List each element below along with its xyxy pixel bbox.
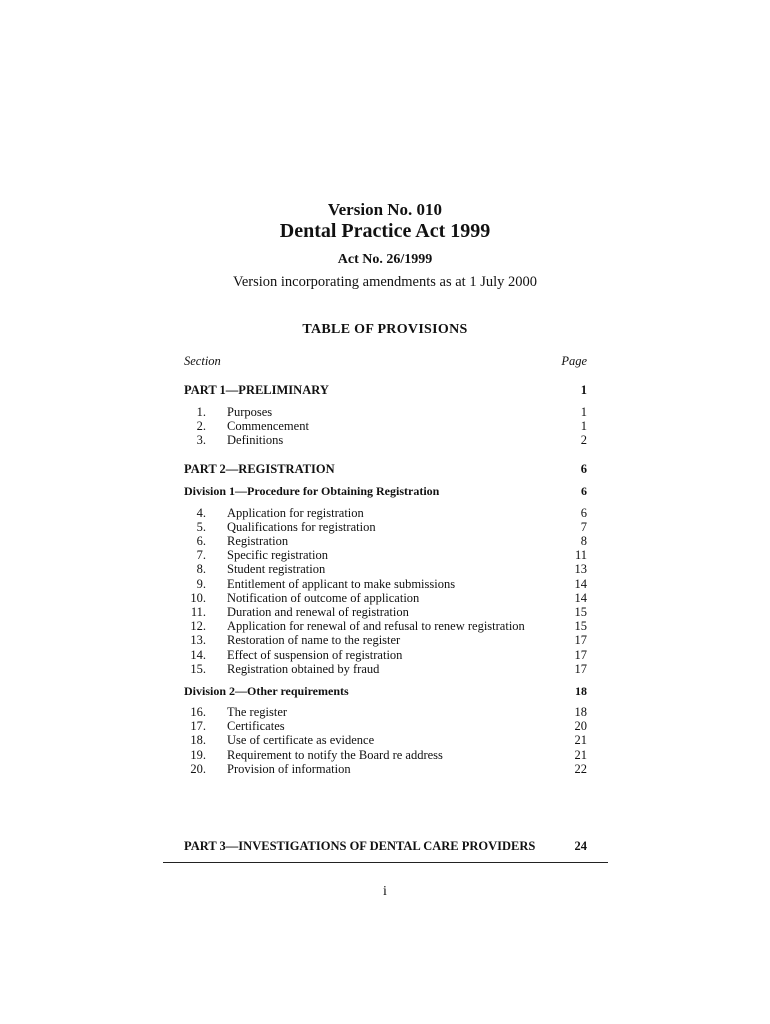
toc-entry[interactable] <box>184 748 587 762</box>
section-number: 18. <box>190 733 206 747</box>
section-number: 11. <box>190 605 206 619</box>
part-page: 6 <box>580 462 587 476</box>
section-title: Provision of information <box>227 762 351 776</box>
division-heading[interactable] <box>184 484 587 498</box>
part-label: PART 2—REGISTRATION <box>184 462 335 476</box>
section-title: Definitions <box>227 433 284 447</box>
section-number: 19. <box>190 748 206 762</box>
section-number: 20. <box>190 762 206 776</box>
section-page: 14 <box>574 577 587 591</box>
section-page: 17 <box>574 648 587 662</box>
toc-entry[interactable] <box>184 419 587 433</box>
toc-entry[interactable] <box>184 648 587 662</box>
act-title: Dental Practice Act 1999 <box>279 220 491 242</box>
section-title: Certificates <box>227 719 285 733</box>
section-number: 14. <box>190 648 206 662</box>
section-title: Use of certificate as evidence <box>227 733 375 747</box>
toc-entry[interactable] <box>184 405 587 419</box>
section-column-header: Section <box>184 354 221 368</box>
toc-entry[interactable] <box>184 433 587 447</box>
section-page: 2 <box>580 433 587 447</box>
division-label: Division 2—Other requirements <box>184 684 349 698</box>
version-number: Version No. 010 <box>327 200 443 219</box>
section-number: 6. <box>196 534 206 548</box>
section-number: 10. <box>190 591 206 605</box>
part-heading[interactable] <box>184 839 587 853</box>
toc-entry[interactable] <box>184 705 587 719</box>
section-title: Registration <box>227 534 289 548</box>
page-number: i <box>383 884 387 899</box>
section-number: 12. <box>190 619 206 633</box>
toc-entry[interactable] <box>184 662 587 676</box>
toc-entry[interactable] <box>184 619 587 633</box>
part-page: 1 <box>580 383 587 397</box>
section-number: 5. <box>196 520 206 534</box>
part-heading[interactable] <box>184 462 587 476</box>
section-number: 7. <box>196 548 206 562</box>
section-page: 17 <box>574 633 587 647</box>
section-title: Purposes <box>227 405 273 419</box>
section-number: 15. <box>190 662 206 676</box>
section-page: 17 <box>574 662 587 676</box>
page-column-header: Page <box>561 354 587 368</box>
toc-entry[interactable] <box>184 506 587 520</box>
section-page: 13 <box>574 562 587 576</box>
act-number: Act No. 26/1999 <box>337 252 433 267</box>
section-title: Duration and renewal of registration <box>227 605 409 619</box>
section-number: 1. <box>196 405 206 419</box>
toc-entry[interactable] <box>184 591 587 605</box>
section-page: 6 <box>580 506 587 520</box>
section-number: 17. <box>190 719 206 733</box>
section-page: 1 <box>580 419 587 433</box>
toc-entry[interactable] <box>184 534 587 548</box>
section-title: Student registration <box>227 562 326 576</box>
section-title: The register <box>227 705 288 719</box>
section-page: 11 <box>574 548 587 562</box>
section-page: 14 <box>574 591 587 605</box>
division-label: Division 1—Procedure for Obtaining Registration <box>184 484 440 498</box>
part-page: 24 <box>574 839 587 853</box>
section-title: Application for registration <box>227 506 364 520</box>
part-label: PART 3—INVESTIGATIONS OF DENTAL CARE PROVIDERS <box>184 839 536 853</box>
section-title: Specific registration <box>227 548 329 562</box>
toc-entry[interactable] <box>184 520 587 534</box>
toc-entry[interactable] <box>184 762 587 776</box>
section-number: 2. <box>196 419 206 433</box>
toc-entry[interactable] <box>184 633 587 647</box>
section-page: 22 <box>574 762 587 776</box>
division-page: 6 <box>581 484 587 498</box>
section-page: 20 <box>574 719 587 733</box>
section-title: Registration obtained by fraud <box>227 662 380 676</box>
section-title: Application for renewal of and refusal to renew registration <box>227 619 525 633</box>
section-page: 18 <box>574 705 587 719</box>
section-number: 9. <box>196 577 206 591</box>
toc-entry[interactable] <box>184 577 587 591</box>
part-label: PART 1—PRELIMINARY <box>184 383 329 397</box>
section-number: 13. <box>190 633 206 647</box>
section-number: 4. <box>196 506 206 520</box>
section-page: 21 <box>574 748 587 762</box>
section-page: 15 <box>574 605 587 619</box>
section-page: 7 <box>580 520 587 534</box>
toc-entry[interactable] <box>184 605 587 619</box>
toc-entry[interactable] <box>184 562 587 576</box>
section-page: 15 <box>574 619 587 633</box>
section-title: Notification of outcome of application <box>227 591 420 605</box>
section-number: 3. <box>196 433 206 447</box>
section-page: 21 <box>574 733 587 747</box>
section-page: 8 <box>580 534 587 548</box>
amendments-note: Version incorporating amendments as at 1 July 2000 <box>232 274 538 290</box>
section-title: Effect of suspension of registration <box>227 648 403 662</box>
section-title: Commencement <box>227 419 309 433</box>
section-number: 16. <box>190 705 206 719</box>
toc-entry[interactable] <box>184 733 587 747</box>
toc-entry[interactable] <box>184 719 587 733</box>
section-title: Requirement to notify the Board re address <box>227 748 443 762</box>
footer-divider <box>163 862 608 863</box>
part-heading[interactable] <box>184 383 587 397</box>
section-title: Qualifications for registration <box>227 520 376 534</box>
division-heading[interactable] <box>184 684 587 698</box>
division-page: 18 <box>575 684 587 698</box>
toc-title: TABLE OF PROVISIONS <box>302 322 468 337</box>
section-title: Restoration of name to the register <box>227 633 401 647</box>
section-number: 8. <box>196 562 206 576</box>
toc-entry[interactable] <box>184 548 587 562</box>
section-page: 1 <box>580 405 587 419</box>
section-title: Entitlement of applicant to make submissions <box>227 577 456 591</box>
